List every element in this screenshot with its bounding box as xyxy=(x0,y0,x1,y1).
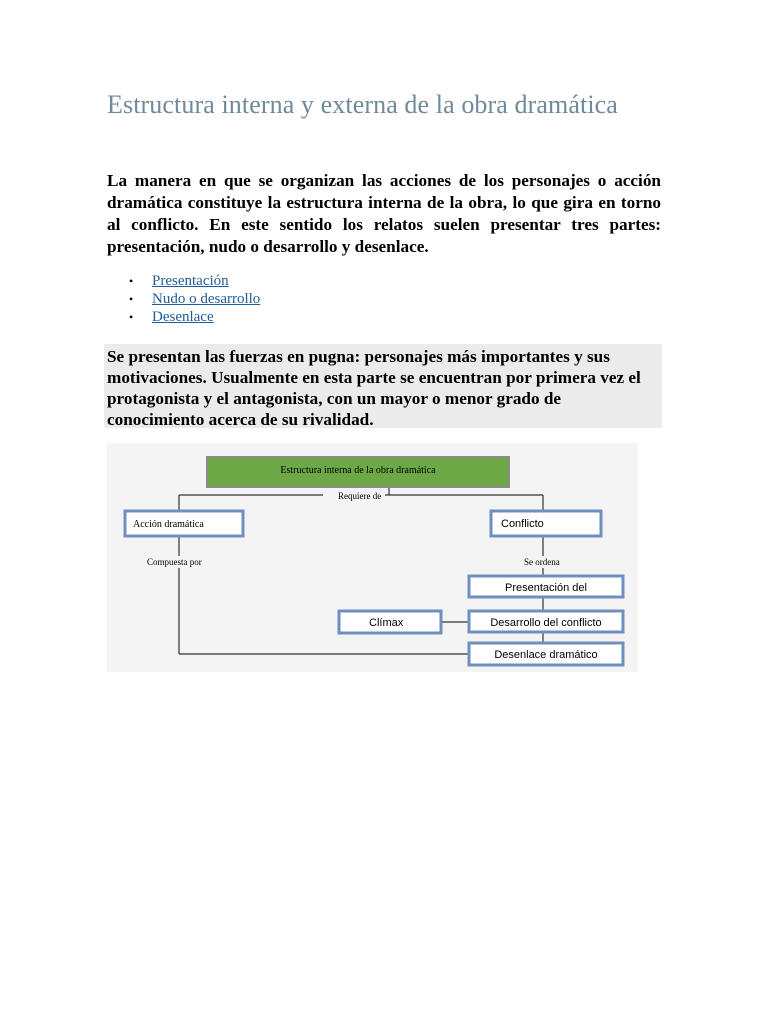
link-presentacion[interactable]: Presentación xyxy=(152,273,229,289)
requires-label: Requiere de xyxy=(338,491,382,501)
intro-paragraph: La manera en que se organizan las acciones de los personajes o acción dramática constituye la estructura interna de la obra, lo que gira en torno al conflicto. En este sentido los relatos suelen presentar tres partes: presentación, nudo o desarrollo y desenlace. xyxy=(107,171,661,256)
link-desenlace[interactable]: Desenlace xyxy=(152,309,214,325)
diagram-header-text: Estructura interna de la obra dramática xyxy=(280,465,436,476)
list-item xyxy=(107,308,260,326)
page-title: Estructura interna y externa de la obra dramática xyxy=(107,90,618,119)
composed-by-label: Compuesta por xyxy=(147,557,202,567)
list-item xyxy=(107,290,260,308)
ordered-label: Se ordena xyxy=(524,557,560,567)
list-item xyxy=(107,272,260,290)
structure-diagram xyxy=(107,443,638,672)
conflict-node-label: Conflicto xyxy=(501,518,544,530)
link-nudo-o-desarrollo[interactable]: Nudo o desarrollo xyxy=(152,291,261,307)
bullet-icon: • xyxy=(129,310,134,324)
section-link-list xyxy=(107,272,260,326)
climax-node-label: Clímax xyxy=(369,617,404,629)
outcome-node-label: Desenlace dramático xyxy=(494,649,598,661)
action-node-label: Acción dramática xyxy=(133,519,204,530)
bullet-icon: • xyxy=(129,274,134,288)
highlight-text: Se presentan las fuerzas en pugna: personajes más importantes y sus motivaciones. Usualmente en esta parte se encuentran por primera vez el protagonista y el antagonista, con un mayor o menor grado de conocimiento acerca de su rivalidad. xyxy=(107,347,641,429)
highlighted-paragraph xyxy=(104,344,662,428)
presentation-node-label: Presentación del xyxy=(505,582,587,594)
development-node-label: Desarrollo del conflicto xyxy=(490,617,602,629)
bullet-icon: • xyxy=(129,292,134,306)
